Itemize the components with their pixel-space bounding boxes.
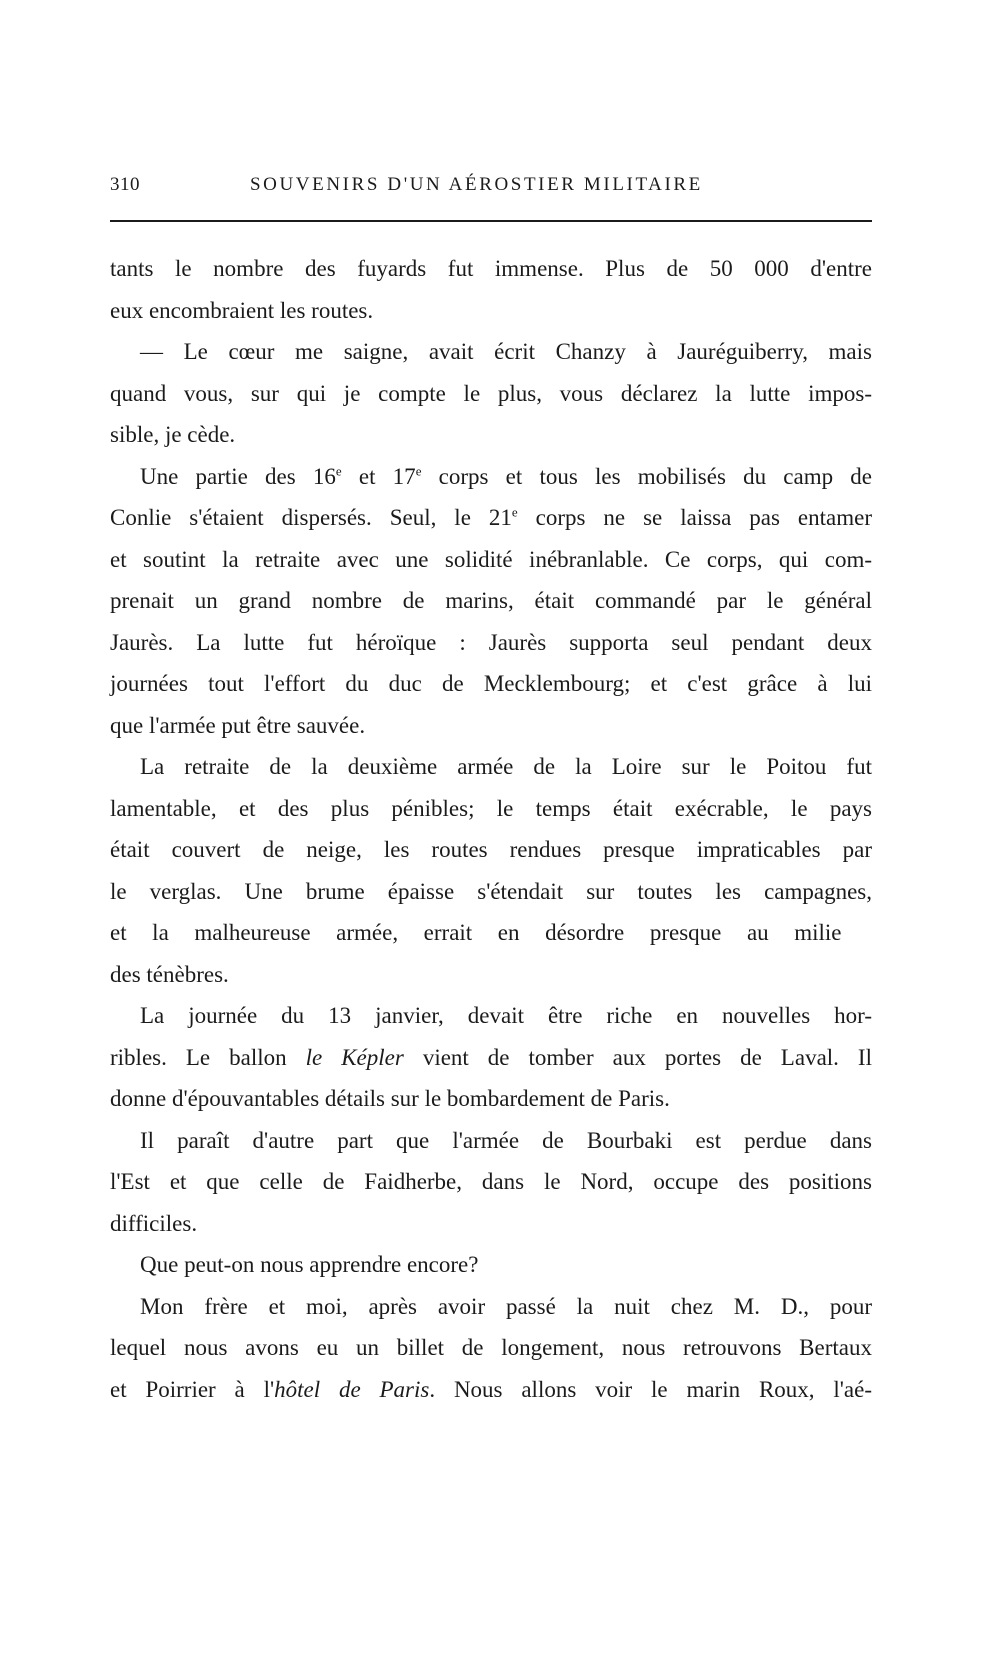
- text-line: Conlie s'étaient dispersés. Seul, le 21e corps ne se laissa pas entamer: [110, 504, 873, 530]
- paragraph: [110, 456, 872, 747]
- text-line: prenait un grand nombre de marins, était commandé par le général: [110, 588, 872, 613]
- text-line: Une partie des 16e et 17e corps et tous les mobilisés du camp de: [140, 462, 872, 489]
- text-line: Jaurès. La lutte fut héroïque : Jaurès supporta seul pendant deux: [110, 629, 872, 655]
- text-line: La retraite de la deuxième armée de la Loire sur le Poitou fut: [140, 754, 872, 779]
- text-line: tants le nombre des fuyards fut immense. Plus de 50 000 d'entre: [110, 256, 872, 281]
- running-title: SOUVENIRS D'UN AÉROSTIER MILITAIRE: [250, 174, 703, 195]
- text-line: était couvert de neige, les routes rendues presque impraticables par: [110, 837, 872, 862]
- header-rule: [110, 220, 872, 222]
- text-line: La journée du 13 janvier, devait être riche en nouvelles hor-: [140, 1003, 872, 1028]
- paragraph: [110, 331, 872, 456]
- text-line: que l'armée put être sauvée.: [110, 712, 366, 738]
- text-line: sible, je cède.: [110, 422, 236, 447]
- text-line: le verglas. Une brume épaisse s'étendait sur toutes les campagnes,: [110, 878, 872, 904]
- text-line: des ténèbres.: [110, 961, 229, 987]
- text-line: donne d'épouvantables détails sur le bombardement de Paris.: [110, 1086, 670, 1111]
- text-line: Que peut-on nous apprendre encore?: [140, 1252, 479, 1277]
- body-text: [110, 248, 872, 1410]
- paragraph: [110, 746, 872, 995]
- text-line: ribles. Le ballon le Képler vient de tomber aux portes de Laval. Il: [110, 1044, 872, 1070]
- paragraph: [110, 1244, 872, 1286]
- text-line: difficiles.: [110, 1210, 198, 1236]
- text-line: et Poirrier à l'hôtel de Paris. Nous allons voir le marin Roux, l'aé-: [110, 1376, 872, 1402]
- text-line: l'Est et que celle de Faidherbe, dans le Nord, occupe des positions: [110, 1169, 872, 1194]
- paragraph: [110, 1120, 872, 1245]
- text-line: et la malheureuse armée, errait en désordre presque au milie: [110, 920, 842, 945]
- page-header: [110, 172, 872, 202]
- text-line: Il paraît d'autre part que l'armée de Bourbaki est perdue dans: [140, 1127, 872, 1153]
- paragraph: [110, 995, 872, 1120]
- text-line: quand vous, sur qui je compte le plus, vous déclarez la lutte impos-: [110, 380, 872, 406]
- text-line: lamentable, et des plus pénibles; le temps était exécrable, le pays: [110, 795, 872, 821]
- page-number: 310: [110, 174, 140, 195]
- text-line: Mon frère et moi, après avoir passé la nuit chez M. D., pour: [140, 1293, 872, 1319]
- paragraph: [110, 1286, 872, 1411]
- text-line: eux encombraient les routes.: [110, 297, 374, 323]
- text-line: et soutint la retraite avec une solidité inébranlable. Ce corps, qui com-: [110, 546, 872, 572]
- text-line: lequel nous avons eu un billet de longement, nous retrouvons Bertaux: [110, 1335, 872, 1360]
- paragraph: [110, 248, 872, 331]
- text-line: — Le cœur me saigne, avait écrit Chanzy à Jauréguiberry, mais: [140, 339, 872, 364]
- text-line: journées tout l'effort du duc de Mecklembourg; et c'est grâce à lui: [110, 671, 872, 696]
